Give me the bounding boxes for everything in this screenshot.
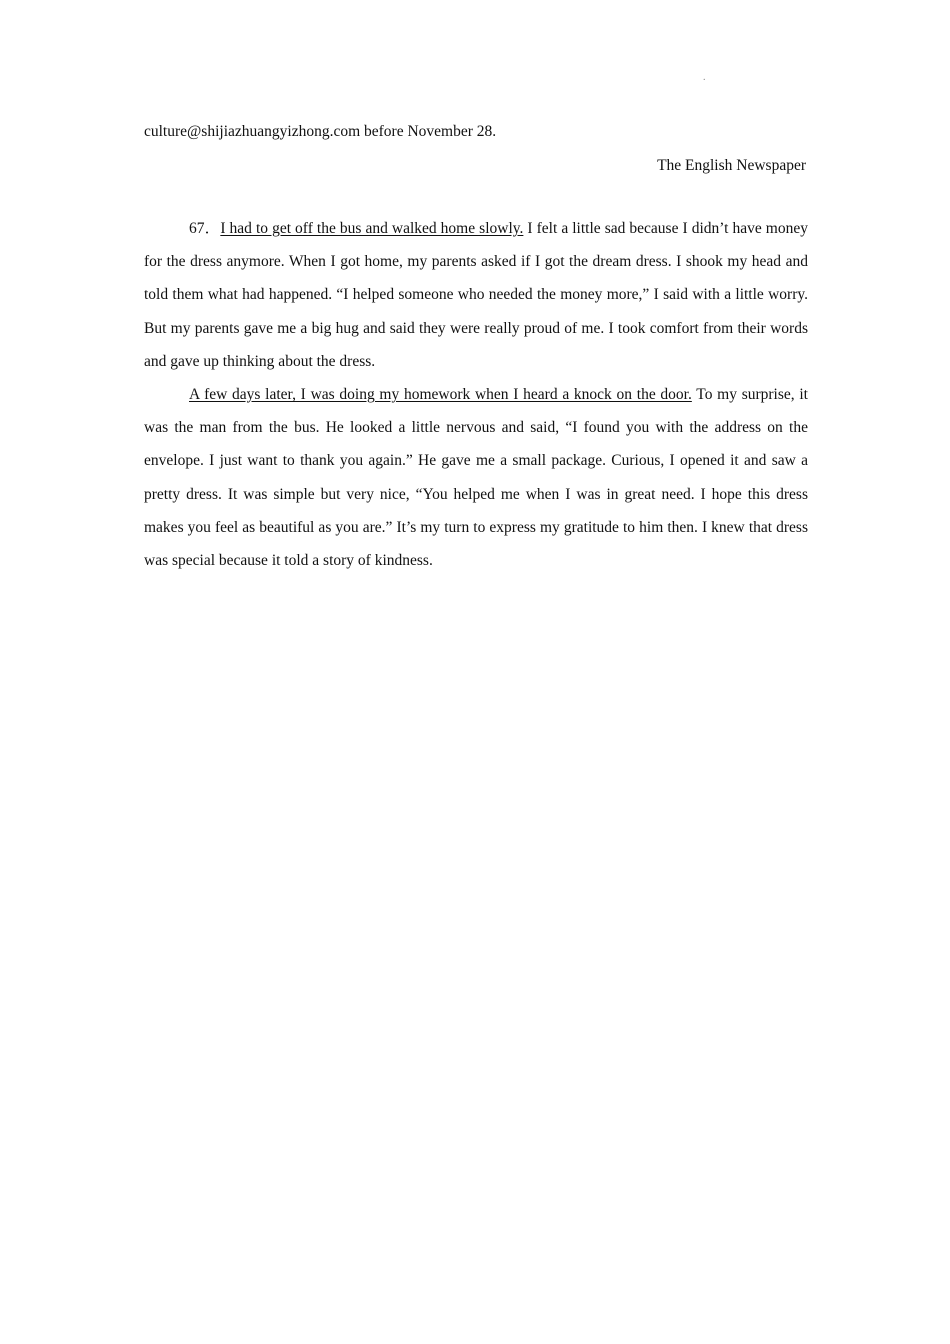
paragraph-text: I felt a little sad because I didn’t have money for the dress anymore. When I got home, my parents asked if I got the dream dress. I shook my head and told them what had happened. “I helped someone who needed the money more,” I said with a little worry. But my parents gave me a big hug and said they were really proud of me. I took comfort from their words and gave up thinking about the dress. bbox=[144, 220, 808, 370]
email-deadline-line: culture@shijiazhuangyizhong.com before November 28. bbox=[144, 123, 497, 140]
paragraph-second bbox=[144, 378, 808, 577]
underlined-opening-sentence: I had to get off the bus and walked home slowly. bbox=[220, 220, 524, 237]
header-dot: . bbox=[703, 72, 706, 83]
question-number: 67． bbox=[189, 220, 221, 237]
underlined-opening-sentence: A few days later, I was doing my homework when I heard a knock on the door. bbox=[189, 386, 692, 404]
story-passage bbox=[144, 212, 808, 577]
newspaper-signature: The English Newspaper bbox=[657, 157, 806, 174]
paragraph-67 bbox=[144, 212, 808, 378]
paragraph-text: To my surprise, it was the man from the bus. He looked a little nervous and said, “I found you with the address on the envelope. I just want to thank you again.” He gave me a small package. Curious, I opened it and saw a pretty dress. It was simple but very nice, “You helped me when I was in great need. I hope this dress makes you feel as beautiful as you are.” It’s my turn to express my gratitude to him then. I knew that dress was special because it told a story of kindness. bbox=[144, 386, 808, 570]
